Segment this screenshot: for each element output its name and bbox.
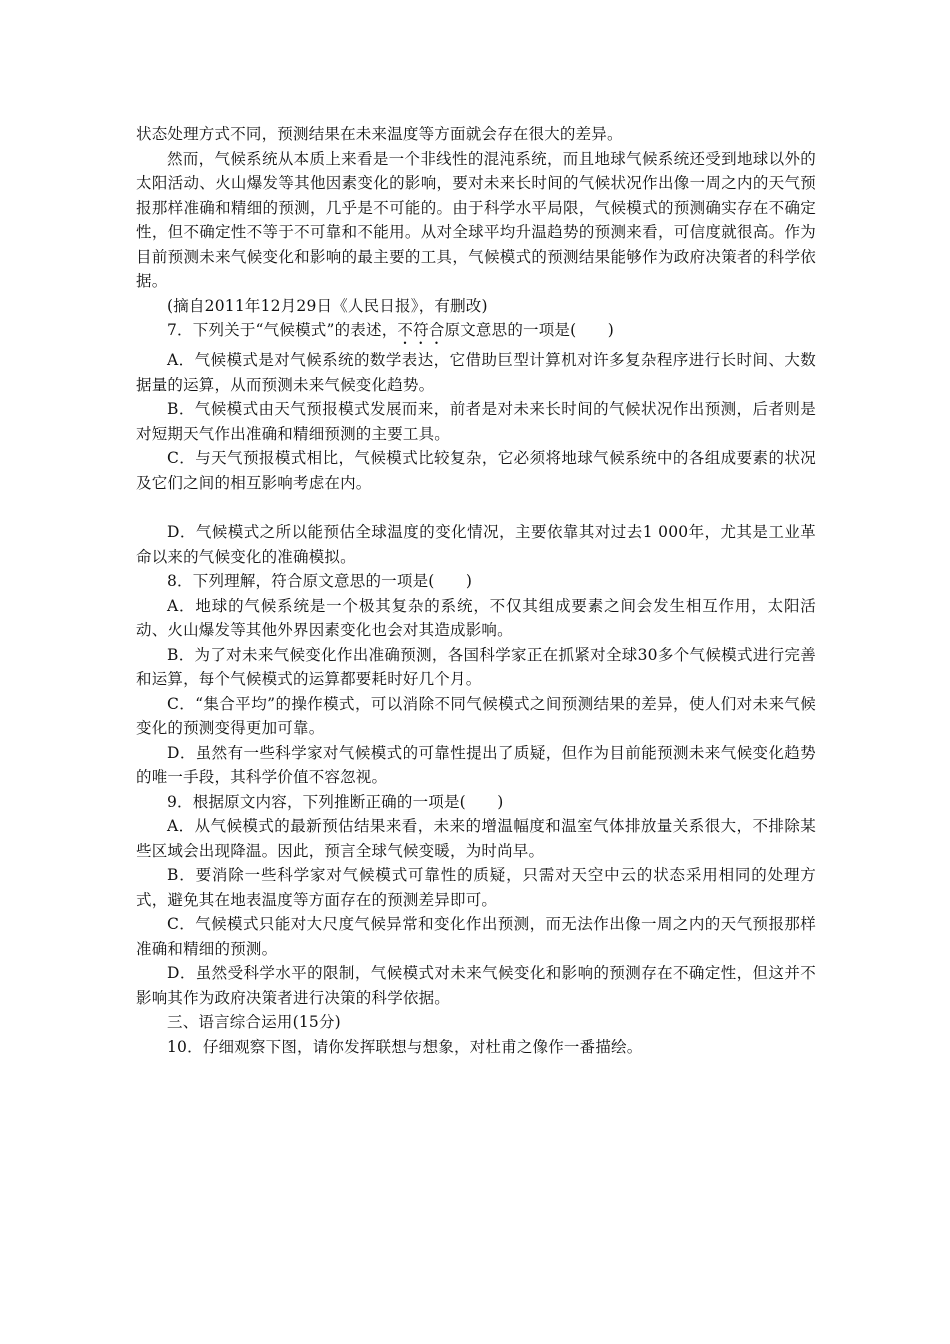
question-8-option-b: B．为了对未来气候变化作出准确预测，各国科学家正在抓紧对全球30多个气候模式进行完善和运算，每个气候模式的运算都要耗时好几个月。	[136, 645, 816, 688]
document-page	[136, 122, 816, 1059]
question-7-emphasis: 不符合	[397, 321, 445, 339]
question-7-option-d: D．气候模式之所以能预估全球温度的变化情况，主要依靠其对过去1 000年，尤其是工业革命以来的气候变化的准确模拟。	[136, 523, 816, 566]
question-7-stem-end: 原文意思的一项是( )	[444, 321, 615, 339]
question-7-stem	[136, 318, 816, 348]
paragraph-continuation: 状态处理方式不同，预测结果在未来温度等方面就会存在很大的差异。	[136, 125, 623, 143]
section-3-heading: 三、语言综合运用(15分)	[167, 1013, 341, 1031]
question-8-option-c: C．“集合平均”的操作模式，可以消除不同气候模式之间预测结果的差异，使人们对未来气候变化的预测变得更加可靠。	[136, 694, 816, 737]
question-7-option-b: B．气候模式由天气预报模式发展而来，前者是对未来长时间的气候状况作出预测，后者则是对短期天气作出准确和精细预测的主要工具。	[136, 400, 816, 443]
question-9-option-a: A．从气候模式的最新预估结果来看，未来的增温幅度和温室气体排放量关系很大，不排除某些区域会出现降温。因此，预言全球气候变暖，为时尚早。	[136, 817, 816, 860]
question-9-option-b: B．要消除一些科学家对气候模式可靠性的质疑，只需对天空中云的状态采用相同的处理方式，避免其在地表温度等方面存在的预测差异即可。	[136, 866, 816, 909]
question-10-stem: 10．仔细观察下图，请你发挥联想与想象，对杜甫之像作一番描绘。	[167, 1037, 643, 1056]
question-7-stem-start: 7．下列关于“气候模式”的表述，	[167, 321, 398, 339]
blank-gap	[136, 495, 816, 520]
paragraph-conclusion: 然而，气候系统从本质上来看是一个非线性的混沌系统，而且地球气候系统还受到地球以外的太阳活动、火山爆发等其他因素变化的影响，要对未来长时间的气候状况作出像一周之内的天气预报那样准确和精细的预测，几乎是不可能的。由于科学水平局限，气候模式的预测确实存在不确定性，但不确定性不等于不可靠和不能用。从对全球平均升温趋势的预测来看，可信度就很高。作为目前预测未来气候变化和影响的最主要的工具，气候模式的预测结果能够作为政府决策者的科学依据。	[136, 149, 816, 290]
question-9-stem: 9．根据原文内容，下列推断正确的一项是( )	[167, 792, 504, 811]
source-citation: (摘自2011年12月29日《人民日报》，有删改)	[167, 296, 488, 315]
question-8-option-a: A．地球的气候系统是一个极其复杂的系统，不仅其组成要素之间会发生相互作用，太阳活动、火山爆发等其他外界因素变化也会对其造成影响。	[136, 596, 816, 639]
question-7-option-c: C．与天气预报模式相比，气候模式比较复杂，它必须将地球气候系统中的各组成要素的状况及它们之间的相互影响考虑在内。	[136, 449, 816, 492]
question-9-option-c: C．气候模式只能对大尺度气候异常和变化作出预测，而无法作出像一周之内的天气预报那样准确和精细的预测。	[136, 915, 816, 958]
question-8-stem: 8．下列理解，符合原文意思的一项是( )	[167, 572, 473, 590]
question-7-option-a: A．气候模式是对气候系统的数学表达，它借助巨型计算机对许多复杂程序进行长时间、大数据量的运算，从而预测未来气候变化趋势。	[136, 351, 816, 394]
question-9-option-d: D．虽然受科学水平的限制，气候模式对未来气候变化和影响的预测存在不确定性，但这并不影响其作为政府决策者进行决策的科学依据。	[136, 964, 816, 1007]
question-8-option-d: D．虽然有一些科学家对气候模式的可靠性提出了质疑，但作为目前能预测未来气候变化趋势的唯一手段，其科学价值不容忽视。	[136, 743, 816, 786]
